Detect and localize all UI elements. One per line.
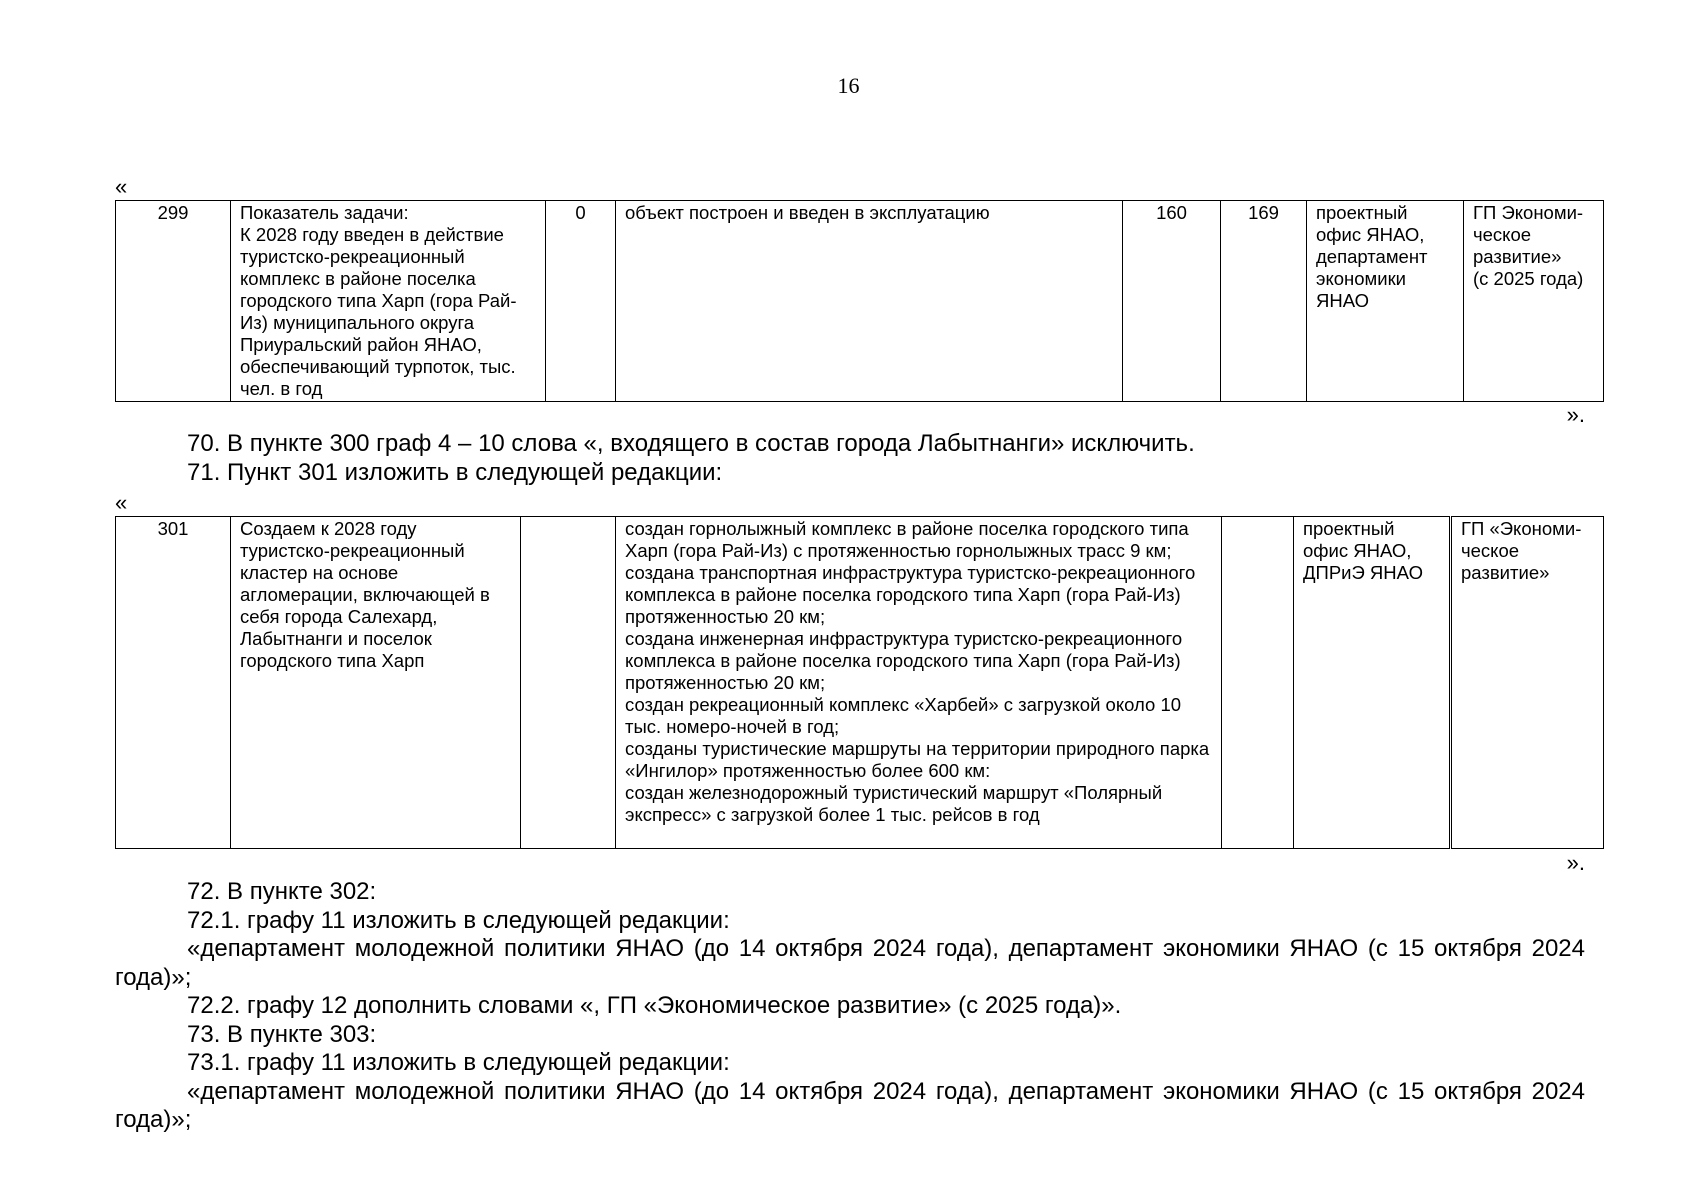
task-name: Создаем к 2028 году туристско-рекреационный кластер на основе агломерации, включающей в себя города Салехард, Лабытнанги и поселок городского типа Харп bbox=[231, 517, 521, 849]
program: ГП «Экономи-ческое развитие» bbox=[1451, 517, 1604, 849]
close-quote: ». bbox=[1566, 402, 1585, 427]
value-col-5: 160 bbox=[1123, 201, 1221, 402]
base-value: 0 bbox=[546, 201, 616, 402]
paragraph: 73. В пункте 303: bbox=[187, 1020, 377, 1048]
paragraph: 71. Пункт 301 изложить в следующей редакции: bbox=[187, 458, 723, 486]
paragraph: «департамент молодежной политики ЯНАО (до 14 октября 2024 года), департамент экономики ЯНАО (с 15 октября 2024 года)»; bbox=[115, 935, 1585, 991]
open-quote: « bbox=[115, 174, 128, 199]
result-description: создан горнолыжный комплекс в районе поселка городского типа Харп (гора Рай-Из) с протяженностью горнолыжных трасс 9 км; создана транспортная инфраструктура туристско-рекреационного комплекса в районе поселка городского типа Харп (гора Рай-Из) протяженностью 20 км; создана инженерная инфраструктура туристско-рекреационного комплекса в районе поселка городского типа Харп (гора Рай-Из) протяженностью 20 км; создан рекреационный комплекс «Харбей» с загрузкой около 10 тыс. номеро-ночей в год; созданы туристические маршруты на территории природного парка «Ингилор» протяженностью более 600 км: создан железнодорожный туристический маршрут «Полярный экспресс» с загрузкой более 1 тыс. рейсов в год bbox=[616, 517, 1222, 849]
item-number: 301 bbox=[116, 517, 231, 849]
paragraph: 73.1. графу 11 изложить в следующей редакции: bbox=[187, 1049, 730, 1076]
indicator-name: Показатель задачи: К 2028 году введен в действие туристско-рекреационный комплекс в районе поселка городского типа Харп (гора Рай-Из) муниципального округа Приуральский район ЯНАО, обеспечивающий турпоток, тыс. чел. в год bbox=[231, 201, 546, 402]
program: ГП Экономи-ческое развитие» (с 2025 года) bbox=[1464, 201, 1604, 402]
table-item-299 bbox=[115, 200, 1604, 402]
paragraph: 72.1. графу 11 изложить в следующей редакции: bbox=[187, 906, 730, 934]
paragraph: 72.2. графу 12 дополнить словами «, ГП «Экономическое развитие» (с 2025 года)». bbox=[187, 992, 1122, 1019]
amendment-paragraphs-a bbox=[115, 430, 1585, 487]
open-quote: « bbox=[115, 490, 128, 515]
value-col-6: 169 bbox=[1221, 201, 1307, 402]
paragraph: 72. В пункте 302: bbox=[187, 878, 377, 905]
empty-cell bbox=[1222, 517, 1294, 849]
paragraph: «департамент молодежной политики ЯНАО (до 14 октября 2024 года), департамент экономики ЯНАО (с 15 октября 2024 года)»; bbox=[115, 1077, 1585, 1133]
close-quote: ». bbox=[1566, 850, 1585, 875]
paragraph: 70. В пункте 300 граф 4 – 10 слова «, входящего в состав города Лабытнанги» исключить. bbox=[187, 430, 1195, 457]
page-number: 16 bbox=[837, 73, 860, 98]
table-row bbox=[116, 517, 1604, 849]
responsible: проектный офис ЯНАО, ДПРиЭ ЯНАО bbox=[1294, 517, 1451, 849]
table-item-301 bbox=[115, 516, 1604, 849]
amendment-paragraphs-b bbox=[115, 878, 1585, 1135]
table-row bbox=[116, 201, 1604, 402]
responsible: проектный офис ЯНАО, департамент экономики ЯНАО bbox=[1307, 201, 1464, 402]
item-number: 299 bbox=[116, 201, 231, 402]
result-description: объект построен и введен в эксплуатацию bbox=[616, 201, 1123, 402]
empty-cell bbox=[521, 517, 616, 849]
